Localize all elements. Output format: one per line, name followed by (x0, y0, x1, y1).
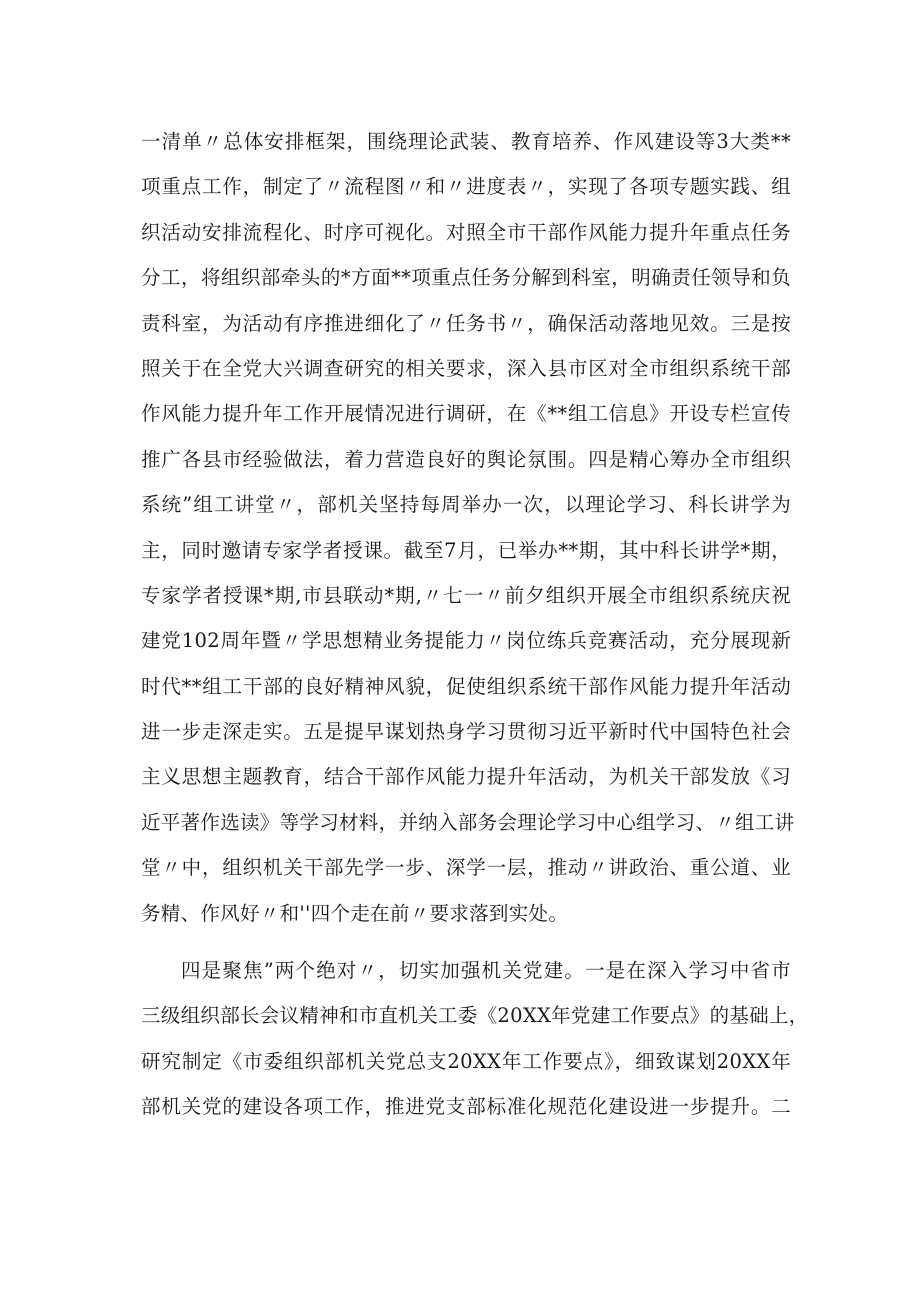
text-line: 主，同时邀请专家学者授课。截至7月，已举办**期，其中科长讲学*期， (141, 538, 791, 562)
text-line: 部机关党的建设各项工作，推进党支部标准化规范化建设进一步提升。二 (141, 1095, 791, 1119)
text-line: 一清单〃总体安排框架，围绕理论武装、教育培养、作风建设等3大类** (141, 130, 791, 153)
text-line: 作风能力提升年工作开展情况进行调研，在《**组工信息》开设专栏宣传 (141, 402, 791, 426)
text-line: 时代**组工干部的良好精神风貌，促使组织系统干部作风能力提升年活动 (141, 674, 791, 698)
text-line: 专家学者授课*期,市县联动*期,〃七一〃前夕组织开展全市组织系统庆祝 (141, 583, 791, 607)
text-line: 建党102周年暨〃学思想精业务提能力〃岗位练兵竞赛活动，充分展现新 (141, 629, 791, 653)
text-line: 主义思想主题教育，结合干部作风能力提升年活动，为机关干部发放《习 (141, 765, 791, 789)
text-line: 织活动安排流程化、时序可视化。对照全市干部作风能力提升年重点任务 (141, 220, 791, 244)
text-line: 项重点工作，制定了〃流程图〃和〃进度表〃，实现了各项专题实践、组 (141, 175, 791, 199)
text-line: 务精、作风好〃和''四个走在前〃要求落到实处。 (141, 901, 569, 925)
paragraph-2 (141, 948, 809, 1130)
text-line: 责科室，为活动有序推进细化了〃任务书〃，确保活动落地见效。三是按 (141, 311, 791, 335)
text-line: 近平著作选读》等学习材料，并纳入部务会理论学习中心组学习、〃组工讲 (141, 810, 795, 834)
text-line: 系统”组工讲堂〃，部机关坚持每周举办一次，以理论学习、科长讲学为 (141, 493, 791, 517)
paragraph-1 (141, 119, 795, 936)
text-line: 照关于在全党大兴调查研究的相关要求，深入县市区对全市组织系统干部 (141, 356, 791, 380)
text-line: 分工，将组织部牵头的*方面**项重点任务分解到科室，明确责任领导和负 (141, 266, 791, 290)
text-line: 研究制定《市委组织部机关党总支20XX年工作要点》，细致谋划20XX年 (141, 1049, 791, 1073)
text-line: 三级组织部长会议精神和市直机关工委《20XX年党建工作要点》的基础上， (141, 1004, 809, 1028)
text-line: 堂〃中，组织机关干部先学一步、深学一层，推动〃讲政治、重公道、业 (141, 856, 791, 880)
text-line: 推广各县市经验做法，着力营造良好的舆论氛围。四是精心筹办全市组织 (141, 447, 791, 471)
text-line: 四是聚焦”两个绝对〃，切实加强机关党建。一是在深入学习中省市 (181, 959, 791, 983)
text-line: 进一步走深走实。五是提早谋划热身学习贯彻习近平新时代中国特色社会 (141, 720, 791, 744)
paragraph-spacer (141, 936, 791, 948)
document-body (141, 119, 809, 1130)
